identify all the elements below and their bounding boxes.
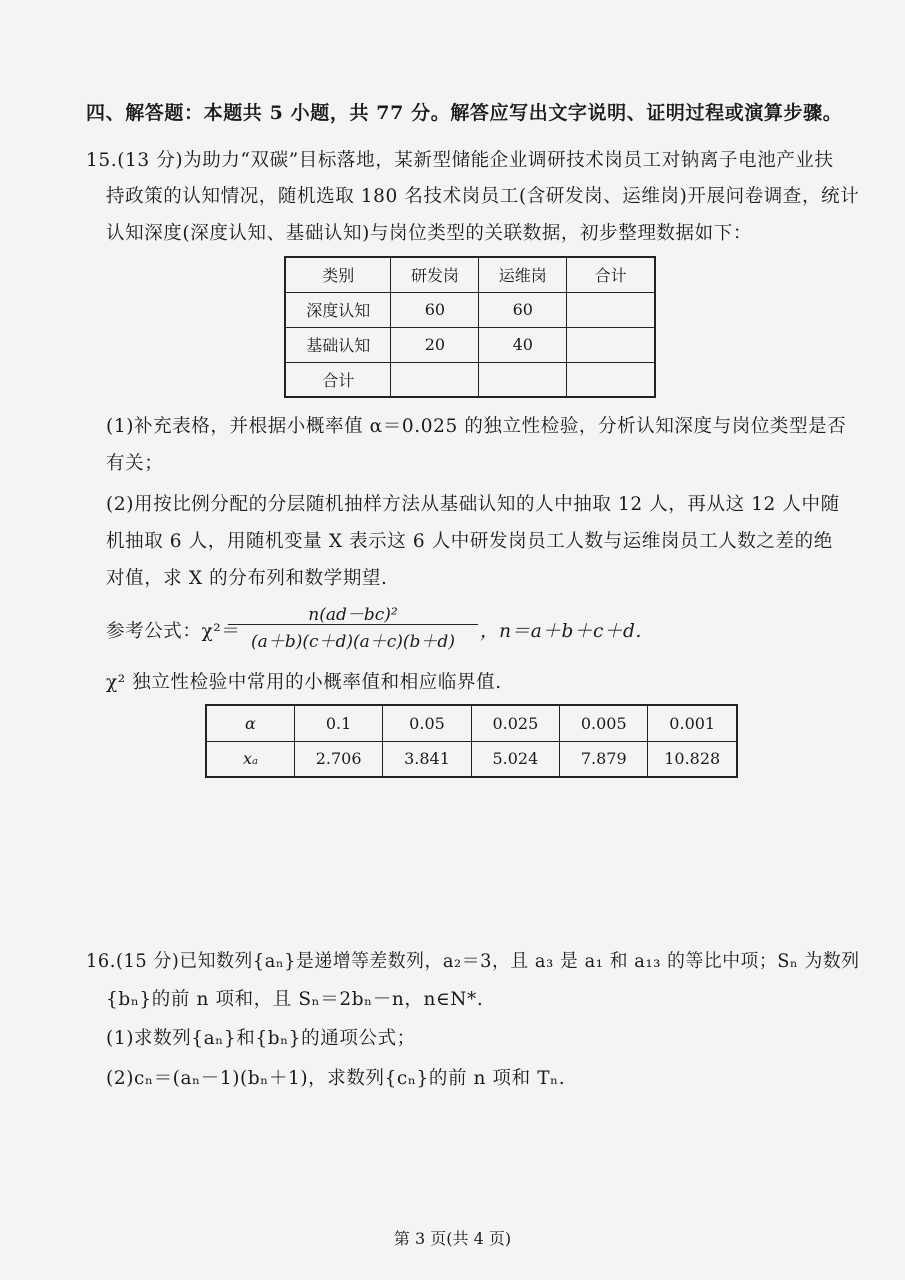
table-row <box>206 705 737 741</box>
table-cell <box>479 362 567 397</box>
table-row <box>285 327 655 362</box>
q15-part2-line-3: 对值，求 X 的分布列和数学期望. <box>106 568 388 589</box>
table-header-cell: 运维岗 <box>479 257 567 292</box>
table-cell: xₐ <box>206 741 294 777</box>
table-header-cell: 类别 <box>285 257 391 292</box>
q15-part2-line-2: 机抽取 6 人，用随机变量 X 表示这 6 人中研发岗员工人数与运维岗员工人数之差的绝 <box>106 531 833 552</box>
q16-part2: (2)cₙ＝(aₙ－1)(bₙ＋1)，求数列{cₙ}的前 n 项和 Tₙ. <box>106 1068 566 1089</box>
q16-line-2: {bₙ}的前 n 项和，且 Sₙ＝2bₙ－n，n∈N*. <box>106 989 484 1010</box>
formula-prefix: 参考公式：χ²＝ <box>106 621 241 642</box>
table-cell: 0.1 <box>294 705 382 741</box>
table-cell: 10.828 <box>648 741 737 777</box>
page-number-footer: 第 3 页(共 4 页) <box>393 1229 512 1248</box>
table-cell: 0.005 <box>560 705 648 741</box>
table-cell <box>567 362 655 397</box>
table-cell: 60 <box>391 292 479 327</box>
q16-line-1: 16.(15 分)已知数列{aₙ}是递增等差数列，a₂＝3，且 a₃ 是 a₁ 和 a₁₃ 的等比中项；Sₙ 为数列 <box>86 951 860 972</box>
table-cell: 合计 <box>285 362 391 397</box>
formula-numerator: n(ad－bc)² <box>308 605 398 625</box>
table-row <box>285 292 655 327</box>
table-row <box>285 362 655 397</box>
section-heading: 四、解答题：本题共 5 小题，共 77 分。解答应写出文字说明、证明过程或演算步骤。 <box>86 102 843 124</box>
q15-line-3: 认知深度(深度认知、基础认知)与岗位类型的关联数据，初步整理数据如下： <box>106 223 752 244</box>
q15-contingency-table <box>284 256 656 398</box>
table-cell: 0.001 <box>648 705 737 741</box>
table-cell: α <box>206 705 294 741</box>
q15-line-1: 15.(13 分)为助力“双碳”目标落地，某新型储能企业调研技术岗员工对钠离子电池产业扶 <box>86 150 834 171</box>
table-header-row <box>285 257 655 292</box>
q16-part1: (1)求数列{aₙ}和{bₙ}的通项公式； <box>106 1028 416 1049</box>
table-cell <box>391 362 479 397</box>
table-cell: 5.024 <box>471 741 559 777</box>
table-cell: 20 <box>391 327 479 362</box>
table-cell: 0.05 <box>383 705 471 741</box>
table-cell: 60 <box>479 292 567 327</box>
table-cell: 7.879 <box>560 741 648 777</box>
table-header-cell: 研发岗 <box>391 257 479 292</box>
formula-denominator: (a＋b)(c＋d)(a＋c)(b＋d) <box>251 632 455 652</box>
chi-square-critical-table <box>205 704 738 778</box>
chi-square-note: χ² 独立性检验中常用的小概率值和相应临界值. <box>106 672 502 693</box>
formula-suffix: ，n＝a＋b＋c＋d. <box>480 621 642 642</box>
table-cell: 3.841 <box>383 741 471 777</box>
table-cell <box>567 292 655 327</box>
table-cell <box>567 327 655 362</box>
table-cell: 0.025 <box>471 705 559 741</box>
q15-part1-line-2: 有关； <box>106 453 164 474</box>
fraction-bar <box>228 624 478 625</box>
table-cell: 深度认知 <box>285 292 391 327</box>
q15-part2-line-1: (2)用按比例分配的分层随机抽样方法从基础认知的人中抽取 12 人，再从这 12 人中随 <box>106 494 840 515</box>
table-row <box>206 741 737 777</box>
table-cell: 基础认知 <box>285 327 391 362</box>
q15-part1-line-1: (1)补充表格，并根据小概率值 α＝0.025 的独立性检验，分析认知深度与岗位类型是否 <box>106 416 847 437</box>
table-cell: 2.706 <box>294 741 382 777</box>
table-header-cell: 合计 <box>567 257 655 292</box>
q15-line-2: 持政策的认知情况，随机选取 180 名技术岗员工(含研发岗、运维岗)开展问卷调查，统计 <box>106 186 860 207</box>
table-cell: 40 <box>479 327 567 362</box>
